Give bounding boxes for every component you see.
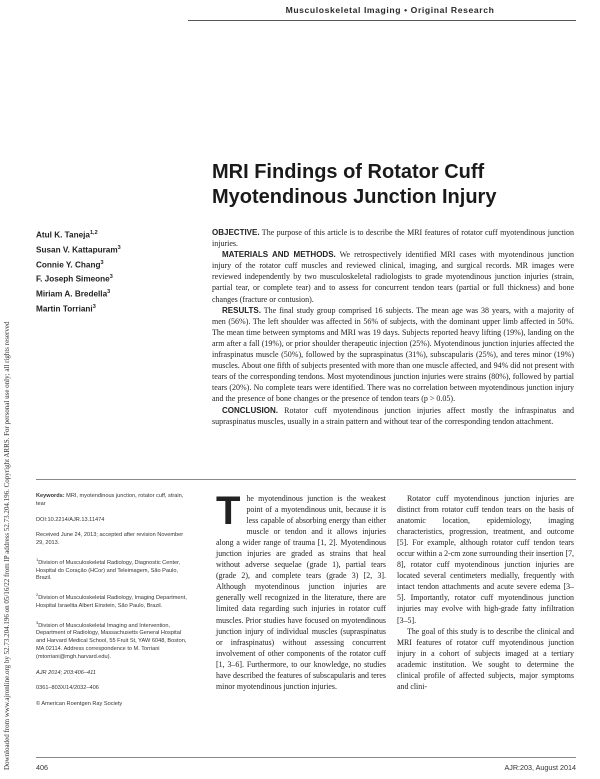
article-info-sidebar	[36, 493, 191, 717]
received-dates: Received June 24, 2013; accepted after revision November 29, 2013.	[36, 532, 184, 547]
section-label: Musculoskeletal Imaging • Original Research	[285, 5, 495, 15]
affiliation-2: $^2$Division of Musculoskeletal Radiology, Imaging Department, Hospital Israelita Albert Einstein, São Paulo, Brazil.	[36, 592, 187, 609]
journal-reference: AJR:203, August 2014	[504, 763, 576, 772]
author: F. Joseph Simeone$^3$	[36, 274, 113, 285]
header-rule	[188, 20, 576, 21]
body-column-2	[397, 493, 574, 692]
page-number: 406	[36, 763, 48, 772]
issn: 0361–803X/14/2032–406	[36, 685, 99, 692]
author-list	[36, 227, 206, 316]
abstract	[212, 227, 574, 427]
abstract-results: RESULTS. The final study group comprised 16 subjects. The mean age was 38 years, with a majority of men (56%). The left shoulder was affected in 56% of subjects, with the dominant upper limb affected in 50%. The mean time between symptoms and MRI was 19 days. Subjects reported heavy lifting (19%), landing on the arm after a fall (19%), or prior shoulder therapeutic injection (25%). Myotendinous junction injuries affected the infraspinatus muscle (50%), followed by the supraspinatus (31%), subscapularis (25%), and teres minor (19%) muscles. About one fifth of subjects presented with more than one muscle affected, and 94% did not present with tears of the corresponding tendons. Most myotendinous junction injuries were strains (80%), followed by partial tears (20%). No complete tears were identified. There was no correlation between myotendinous junction injury and the presence of bone changes or the presence of tendon tears (p > 0.05).	[212, 305, 574, 404]
author: Connie Y. Chang$^3$	[36, 259, 104, 270]
keywords: Keywords: MRI, myotendinous junction, rotator cuff, strain, tear	[36, 493, 184, 507]
article-title	[212, 160, 572, 210]
download-notice-text: Downloaded from www.ajronline.org by 52.73.204.196 on 05/16/22 from IP address 52.73.204.196. Copyright ARRS. For personal use only; all rights reserved	[3, 321, 11, 770]
title-line-1: MRI Findings of Rotator Cuff	[212, 161, 485, 183]
download-notice	[1, 22, 15, 772]
body-paragraph: The myotendinous junction is the weakest point of a myotendinous unit, because it is less capable of absorbing energy than either muscle or tendon and it allows injuries along a wider range of trauma [1, 2]. Myotendinous junction injuries are graded as strains that heal without adverse sequelae (grade 1), partial tears (grade 2), and complete tears (grade 3) [2, 3]. Although myotendinous junction injuries are generally well recognized in the literature, there are limited data regarding such injuries in rotator cuff muscles. Prior studies have focused on myotendinous junction injury of individual muscles (supraspinatus or infraspinatus) without assessing concurrent involvement of other components of the rotator cuff [1, 3–6]. Furthermore, to our knowledge, no studies have described the features of subscapularis and teres minor myotendinous junction injuries.	[216, 489, 386, 691]
author: Miriam A. Bredella$^3$	[36, 289, 111, 300]
affiliation-1: $^1$Division of Musculoskeletal Radiology, Diagnostic Center, Hospital do Coração (HCor) and Teleimagem, São Paulo, Brazil.	[36, 556, 181, 582]
abstract-divider	[36, 479, 576, 480]
abstract-methods: MATERIALS AND METHODS. We retrospectively identified MRI cases with myotendinous junction injury of the rotator cuff muscles and reviewed clinical, imaging, and surgical records. MR images were reviewed independently by two musculoskeletal radiologists to grade myotendinous junction injuries (strain, partial tear, or complete tear) and to assess for concurrent tendon tears (partial or full thickness) and bone changes (fracture or contusion).	[212, 250, 574, 304]
body-paragraph: The goal of this study is to describe the clinical and MRI features of rotator cuff myotendinous junction injury in a cohort of subjects imaged at a tertiary academic institution. We sought to determine the clinical profile of affected subjects, major symptoms and clini-	[397, 626, 574, 691]
abstract-conclusion: CONCLUSION. Rotator cuff myotendinous junction injuries affect mostly the infraspinatus and supraspinatus muscles, usually in a strain pattern and without tear of the corresponding tendon attachment.	[212, 405, 574, 426]
abstract-objective: OBJECTIVE. The purpose of this article is to describe the MRI features of rotator cuff myotendinous junction injuries.	[212, 228, 574, 249]
body-column-1	[216, 489, 386, 692]
footer-rule	[36, 757, 576, 758]
title-line-2: Myotendinous Junction Injury	[212, 186, 497, 208]
copyright: © American Roentgen Ray Society	[36, 701, 123, 708]
author: Susan V. Kattapuram$^3$	[36, 244, 121, 255]
drop-cap: T	[216, 489, 241, 533]
affiliation-3: $^3$Division of Musculoskeletal Imaging and Intervention, Department of Radiology, Massachusetts General Hospital and Harvard Medical School, 55 Fruit St, YAW 6048, Boston, MA 02114. Address correspondence to M. Torriani (mtorriani@mgh.harvard.edu).	[36, 619, 187, 660]
citation: AJR 2014; 203:406–411	[36, 669, 96, 676]
doi: DOI:10.2214/AJR.13.11474	[36, 516, 105, 523]
body-paragraph: Rotator cuff myotendinous junction injuries are distinct from rotator cuff tendon tears on the basis of anatomic location, epidemiology, imaging characteristics, progression, treatment, and outcome [5]. For example, although rotator cuff tendon tears occur within a 2-cm zone surrounding their insertion [7, 8], rotator cuff myotendinous junction injuries are located several centimeters medially, frequently with intact tendon attachments and acute severe edema [3–5]. Importantly, rotator cuff myotendinous junction injuries may evolve with high-grade fatty infiltration [3–5].	[397, 494, 574, 625]
author: Martin Torriani$^3$	[36, 304, 96, 314]
author: Atul K. Taneja$^{1,2}$	[36, 230, 98, 240]
